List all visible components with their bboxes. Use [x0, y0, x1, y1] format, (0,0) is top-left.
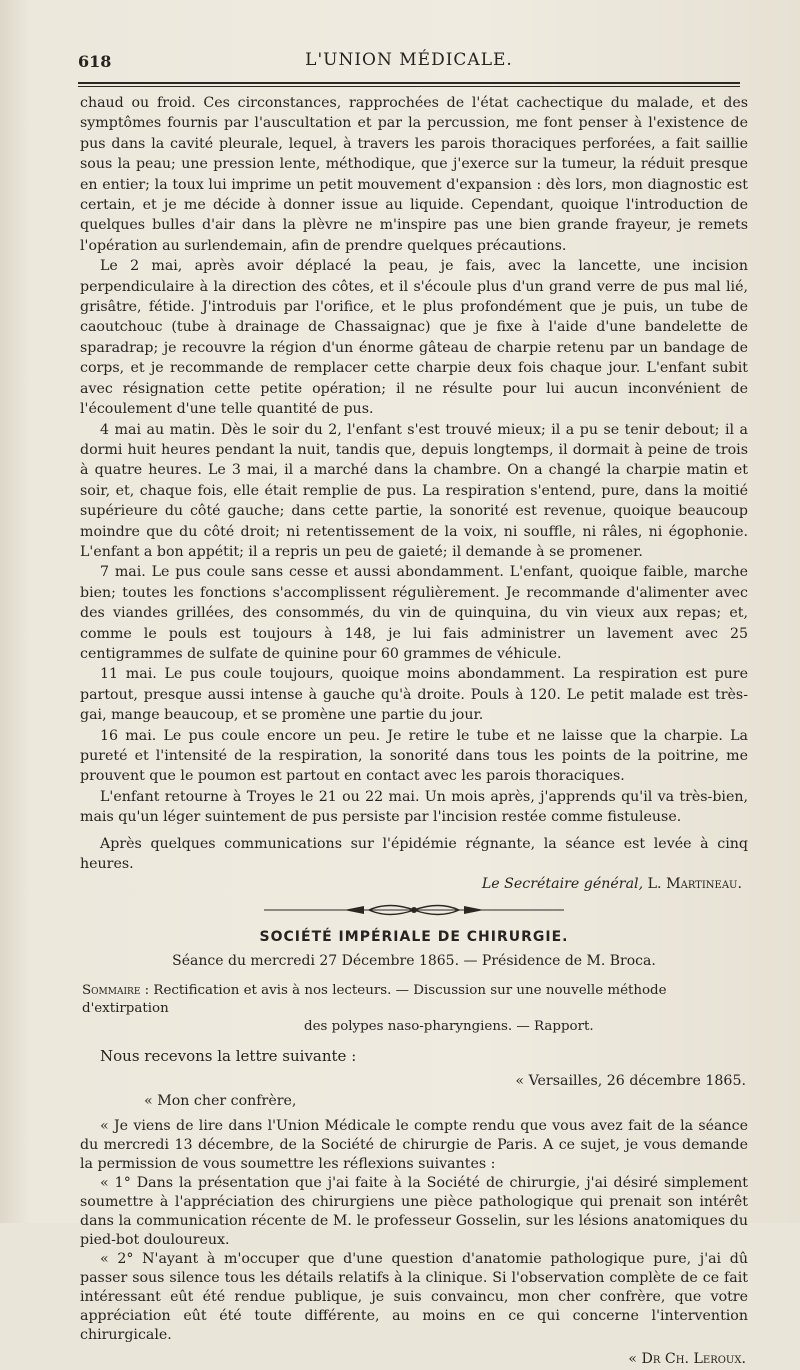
letter-paragraph: « Je viens de lire dans l'Union Médicale le compte rendu que vous avez fait de la séance du mercredi 13 décembre, de la Société de chirurgie de Paris. A ce sujet, je vous demande la permission de vous soumettre les réflexions suivantes :	[80, 1118, 748, 1173]
running-title: L'UNION MÉDICALE.	[305, 50, 513, 70]
summary-lead: Sommaire :	[82, 982, 150, 998]
paragraph: 4 mai au matin. Dès le soir du 2, l'enfant s'est trouvé mieux; il a pu se tenir debout; il a dormi huit heures pendant la nuit, tandis que, depuis longtemps, il dormait à peine de trois à quatre heures. Le 3 mai, il a marché dans la chambre. On a changé la charpie matin et soir, et, chaque fois, elle était remplie de pus. La respiration s'entend, pure, dans la moitié supérieure du côté gauche; dans cette partie, la sonorité est revenue, quoique beaucoup moindre que du côté droit; ni retentissement de la voix, ni souffle, ni râles, ni égophonie. L'enfant a bon appétit; il a repris un peu de gaieté; il demande à se promener.	[80, 421, 748, 560]
session-line: Séance du mercredi 27 Décembre 1865. — Présidence de M. Broca.	[172, 953, 656, 970]
page-header	[78, 48, 740, 78]
letter-salutation: « Mon cher confrère,	[144, 1093, 297, 1110]
paragraph: 11 mai. Le pus coule toujours, quoique moins abondamment. La respiration est pure partout, presque aussi intense à gauche qu'à droite. Pouls à 120. Le petit malade est très-gai, mange beaucoup, et se promène une partie du jour.	[80, 666, 748, 724]
ornament-rule-icon	[264, 899, 564, 921]
header-rule	[78, 82, 740, 84]
article-body	[80, 93, 748, 1370]
secretary-signature	[80, 874, 748, 894]
summary	[80, 982, 748, 1036]
letter-paragraph: « 2° N'ayant à m'occuper que d'une question d'anatomie pathologique pure, j'ai dû passer sous silence tous les détails relatifs à la clinique. Si l'observation complète de ce fait intéressant eût été rendue publique, je suis convaincu, mon cher confrère, que votre appréciation eût été toute différente, au moins en ce qui concerne l'intervention chirurgicale.	[80, 1251, 748, 1344]
closing-paragraph: Après quelques communications sur l'épidémie régnante, la séance est levée à cinq heures.	[80, 835, 748, 873]
paragraph: 7 mai. Le pus coule sans cesse et aussi abondamment. L'enfant, quoique faible, marche bien; toutes les fonctions s'accomplissent régulièrement. Je recommande d'alimenter avec des viandes grillées, des consommés, du vin de quinquina, du vin vieux aux repas; et, comme le pouls est toujours à 148, je lui fais administrer un lavement avec 25 centigrammes de sulfate de quinine pour 60 grammes de véhicule.	[80, 564, 748, 662]
letter-paragraph: « 1° Dans la présentation que j'ai faite à la Société de chirurgie, j'ai désiré simplement soumettre à l'appréciation des chirurgiens une pièce pathologique qui prenait son intérêt dans la communication récente de M. le professeur Gosselin, sur les lésions anatomiques du pied-bot douloureux.	[80, 1175, 748, 1249]
letter-signature: « Dr Ch. Leroux.	[628, 1351, 746, 1368]
signature-role: Le Secrétaire général,	[481, 876, 644, 893]
header-rule-thin	[78, 86, 740, 87]
paragraph: L'enfant retourne à Troyes le 21 ou 22 mai. Un mois après, j'apprends qu'il va très-bien, mais qu'un léger suintement de pus persiste par l'incision restée comme fistuleuse.	[80, 788, 748, 826]
section-ornament	[80, 899, 748, 921]
section-title: SOCIÉTÉ IMPÉRIALE DE CHIRURGIE.	[259, 928, 569, 945]
page-number: 618	[78, 52, 112, 71]
summary-line: des polypes naso-pharyngiens. — Rapport.	[304, 1018, 594, 1034]
paragraph: Le 2 mai, après avoir déplacé la peau, je fais, avec la lancette, une incision perpendiculaire à la direction des côtes, et il s'écoule plus d'un grand verre de pus mal lié, grisâtre, fétide. J'introduis par l'orifice, et le plus profondément que je puis, un tube de caoutchouc (tube à drainage de Chassaignac) que je fixe à l'aide d'une bandelette de sparadrap; je recouvre la région d'un énorme gâteau de charpie retenu par un bandage de corps, et je recommande de remplacer cette charpie deux fois chaque jour. L'enfant subit avec résignation cette petite opération; il ne résulte pour lui aucun inconvénient de l'écoulement d'une telle quantité de pus.	[80, 258, 748, 418]
signature-name: L. Martineau.	[647, 876, 742, 893]
paragraph: 16 mai. Le pus coule encore un peu. Je retire le tube et ne laisse que la charpie. La pureté et l'intensité de la respiration, la sonorité dans tous les points de la poitrine, me prouvent que le poumon est partout en contact avec les parois thoraciques.	[80, 727, 748, 785]
paragraph: chaud ou froid. Ces circonstances, rapprochées de l'état cachectique du malade, et des symptômes fournis par l'auscultation et par la percussion, me font penser à l'existence de pus dans la cavité pleurale, lequel, à travers les parois thoraciques perforées, a fait saillie sous la peau; une pression lente, méthodique, que j'exerce sur la tumeur, la réduit presque en entier; la toux lui imprime un petit mouvement d'expansion : dès lors, mon diagnostic est certain, et je me décide à donner issue au liquide. Cependant, quoique l'introduction de quelques bulles d'air dans la plèvre ne m'inspire pas une bien grande frayeur, je remets l'opération au surlendemain, afin de prendre quelques précautions.	[80, 95, 748, 254]
summary-line: Rectification et avis à nos lecteurs. — Discussion sur une nouvelle méthode d'extirpation	[82, 982, 667, 1016]
letter-intro: Nous recevons la lettre suivante :	[100, 1046, 357, 1065]
letter-place-date: « Versailles, 26 décembre 1865.	[515, 1072, 746, 1089]
